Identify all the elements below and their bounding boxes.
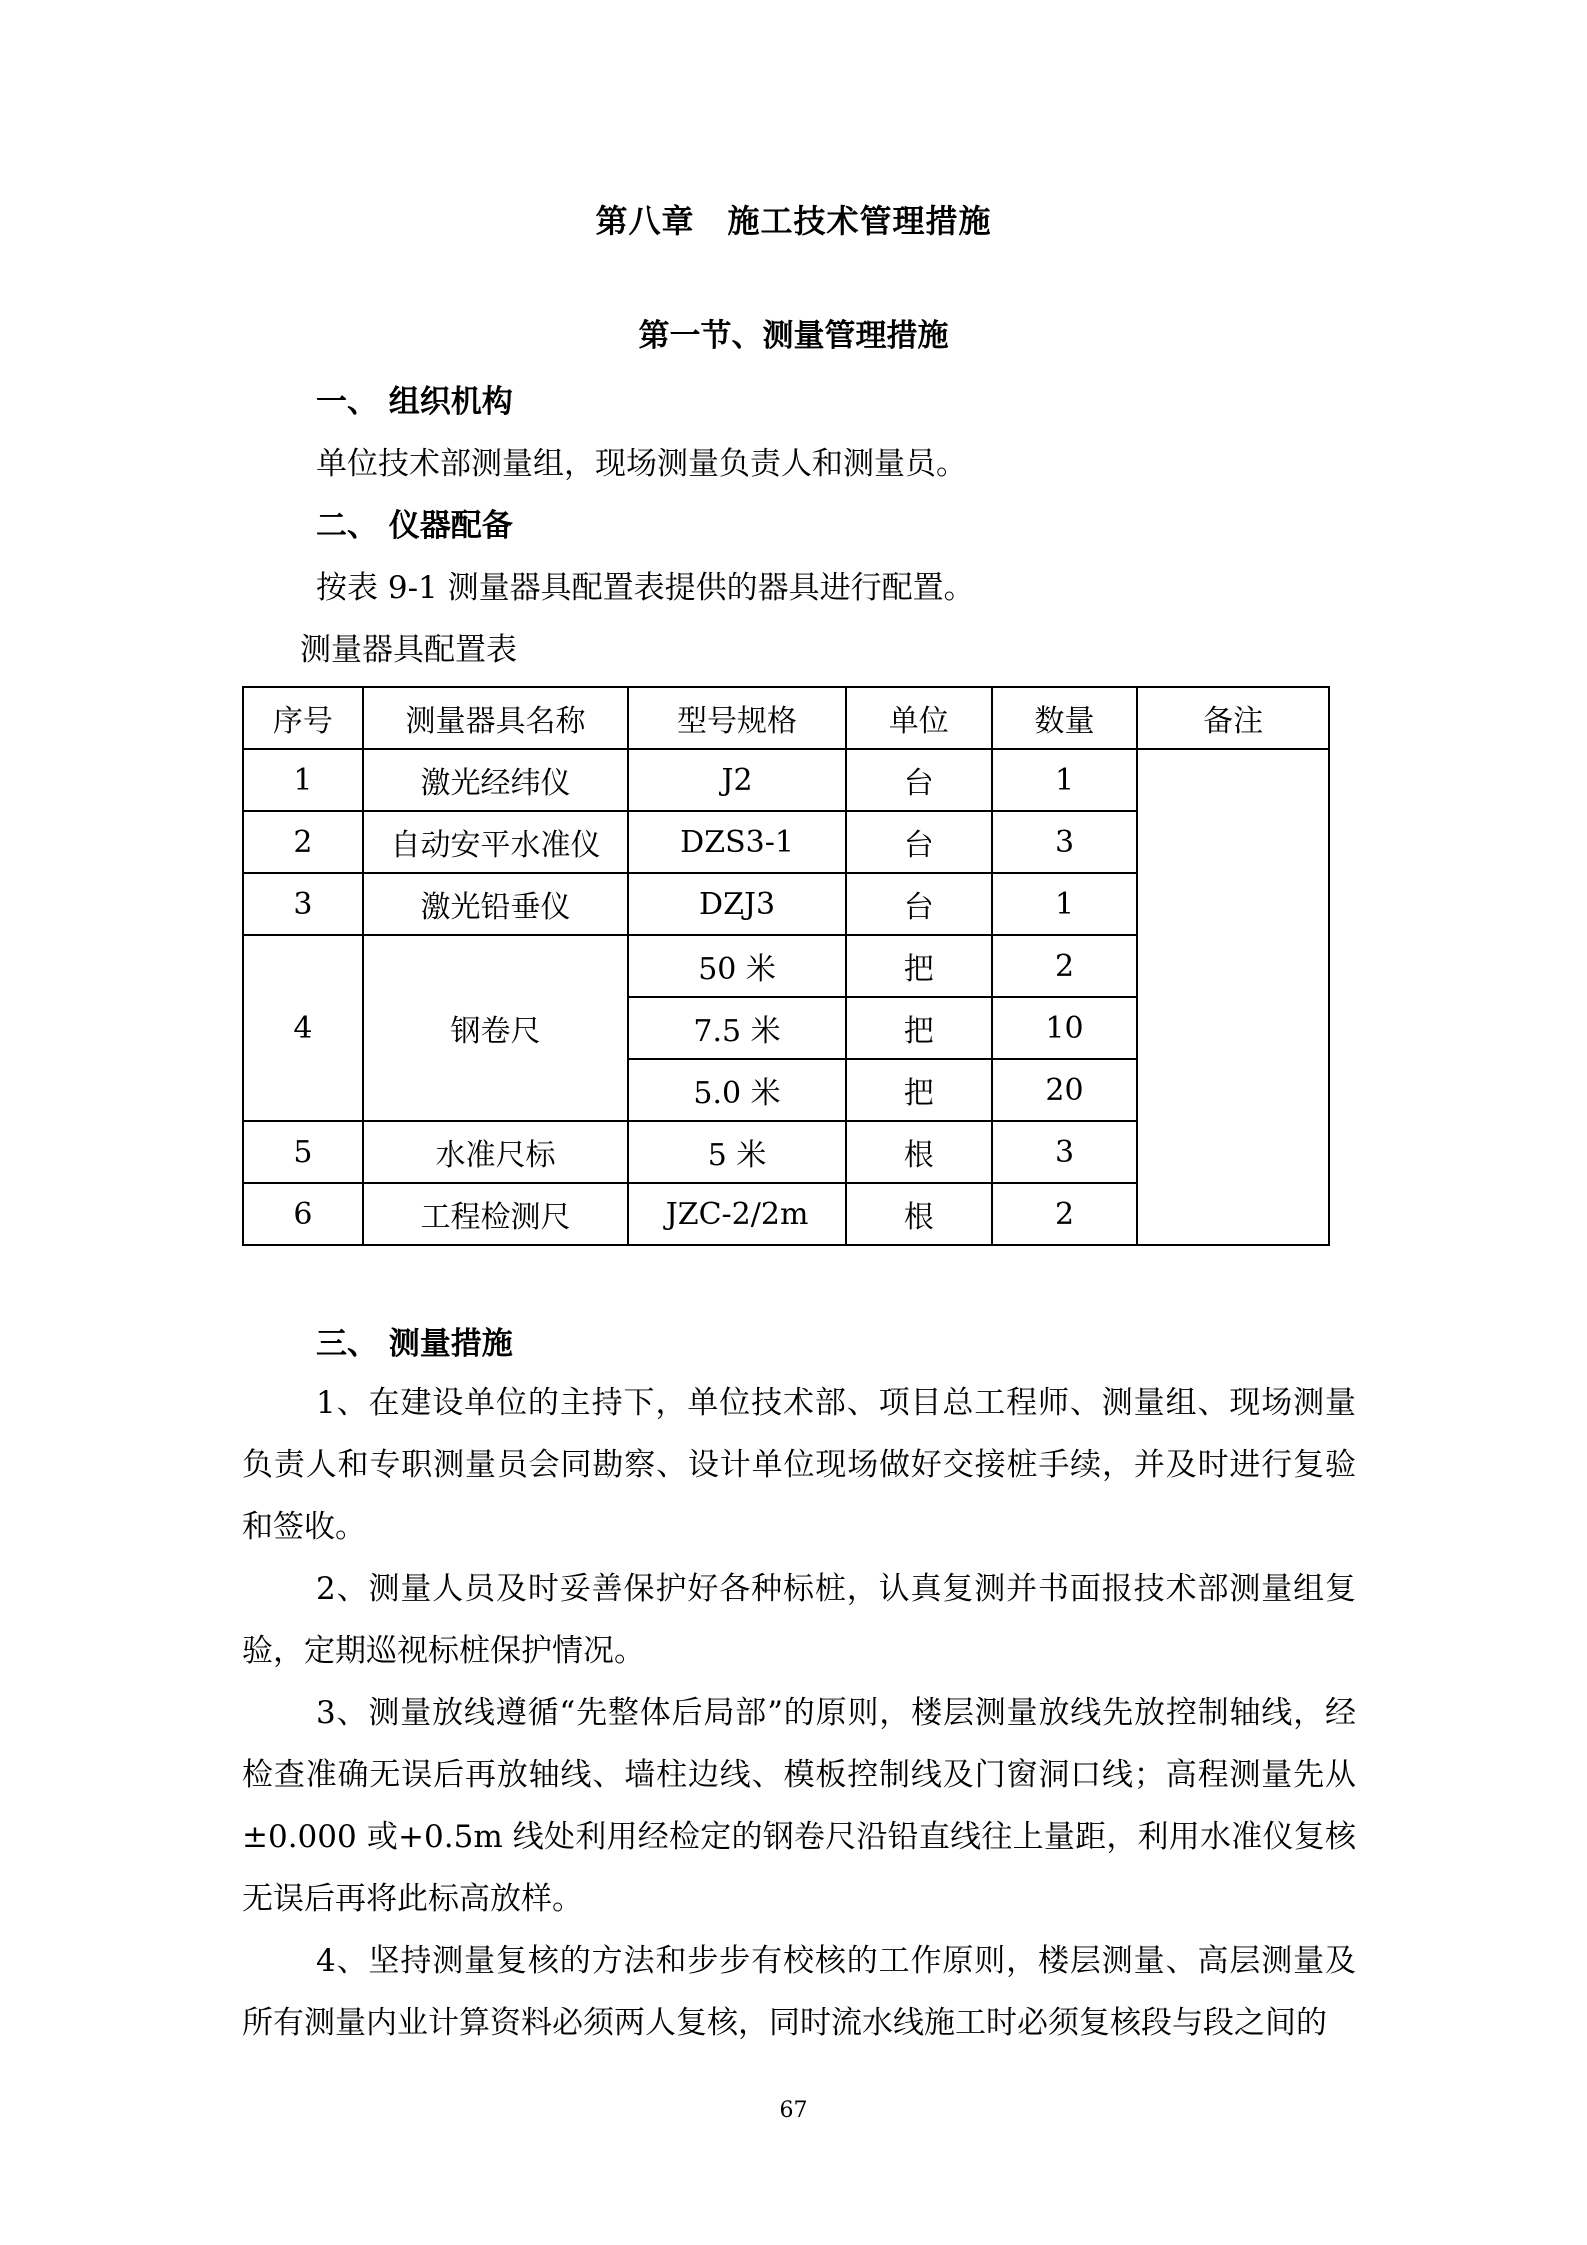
cell-unit: 把 — [846, 1059, 992, 1121]
cell-name: 工程检测尺 — [363, 1183, 628, 1245]
cell-no: 1 — [243, 749, 363, 811]
cell-spec: 5 米 — [628, 1121, 846, 1183]
cell-no: 6 — [243, 1183, 363, 1245]
cell-qty: 2 — [992, 935, 1138, 997]
cell-qty: 1 — [992, 749, 1138, 811]
cell-name: 水准尺标 — [363, 1121, 628, 1183]
section-title: 第一节、测量管理措施 — [638, 318, 949, 354]
page-number: 67 — [779, 2098, 808, 2123]
header-cell: 测量器具名称 — [363, 687, 628, 749]
cell-qty: 3 — [992, 1121, 1138, 1183]
cell-spec: 50 米 — [628, 935, 846, 997]
cell-no: 2 — [243, 811, 363, 873]
cell-name: 激光经纬仪 — [363, 749, 628, 811]
cell-no: 5 — [243, 1121, 363, 1183]
header-cell: 序号 — [243, 687, 363, 749]
cell-name: 激光铅垂仪 — [363, 873, 628, 935]
paragraph-1: 1、在建设单位的主持下，单位技术部、项目总工程师、测量组、现场测量负责人和专职测量员会同勘察、设计单位现场做好交接桩手续，并及时进行复验和签收。 — [242, 1385, 1356, 1545]
cell-qty: 10 — [992, 997, 1138, 1059]
cell-name: 自动安平水准仪 — [363, 811, 628, 873]
header-cell: 单位 — [846, 687, 992, 749]
organization-text: 单位技术部测量组，现场测量负责人和测量员。 — [316, 446, 967, 482]
cell-qty: 20 — [992, 1059, 1138, 1121]
instruments-text: 按表 9-1 测量器具配置表提供的器具进行配置。 — [316, 570, 975, 606]
paragraph-2: 2、测量人员及时妥善保护好各种标桩，认真复测并书面报技术部测量组复验，定期巡视标桩保护情况。 — [242, 1571, 1356, 1669]
cell-remark — [1137, 749, 1329, 1245]
header-cell: 备注 — [1137, 687, 1329, 749]
table-row — [243, 749, 1329, 811]
cell-spec: DZJ3 — [628, 873, 846, 935]
heading-organization: 一、 组织机构 — [316, 384, 513, 420]
table-header-row — [243, 687, 1329, 749]
chapter-title: 第八章 施工技术管理措施 — [595, 202, 992, 240]
cell-unit: 根 — [846, 1121, 992, 1183]
header-cell: 型号规格 — [628, 687, 846, 749]
cell-name: 钢卷尺 — [363, 935, 628, 1121]
paragraph-3: 3、测量放线遵循“先整体后局部”的原则，楼层测量放线先放控制轴线，经检查准确无误后再放轴线、墙柱边线、模板控制线及门窗洞口线；高程测量先从±0.000 或+0.5m 线处利用经检定的钢卷尺沿铅直线往上量距，利用水准仪复核无误后再将此标高放样。 — [242, 1695, 1356, 1917]
table-caption: 测量器具配置表 — [300, 632, 517, 668]
instrument-table — [242, 686, 1330, 1246]
cell-unit: 台 — [846, 873, 992, 935]
cell-spec: JZC-2/2m — [628, 1183, 846, 1245]
cell-spec: 7.5 米 — [628, 997, 846, 1059]
header-cell: 数量 — [992, 687, 1138, 749]
cell-no: 3 — [243, 873, 363, 935]
cell-unit: 把 — [846, 935, 992, 997]
cell-unit: 台 — [846, 749, 992, 811]
cell-unit: 把 — [846, 997, 992, 1059]
cell-unit: 台 — [846, 811, 992, 873]
paragraph-4: 4、坚持测量复核的方法和步步有校核的工作原则，楼层测量、高层测量及所有测量内业计算资料必须两人复核，同时流水线施工时必须复核段与段之间的 — [242, 1943, 1356, 2041]
cell-qty: 1 — [992, 873, 1138, 935]
cell-qty: 3 — [992, 811, 1138, 873]
heading-instruments: 二、 仪器配备 — [316, 508, 513, 544]
heading-measures: 三、 测量措施 — [316, 1326, 513, 1362]
cell-no: 4 — [243, 935, 363, 1121]
cell-spec: J2 — [628, 749, 846, 811]
cell-spec: DZS3-1 — [628, 811, 846, 873]
cell-spec: 5.0 米 — [628, 1059, 846, 1121]
cell-qty: 2 — [992, 1183, 1138, 1245]
cell-unit: 根 — [846, 1183, 992, 1245]
